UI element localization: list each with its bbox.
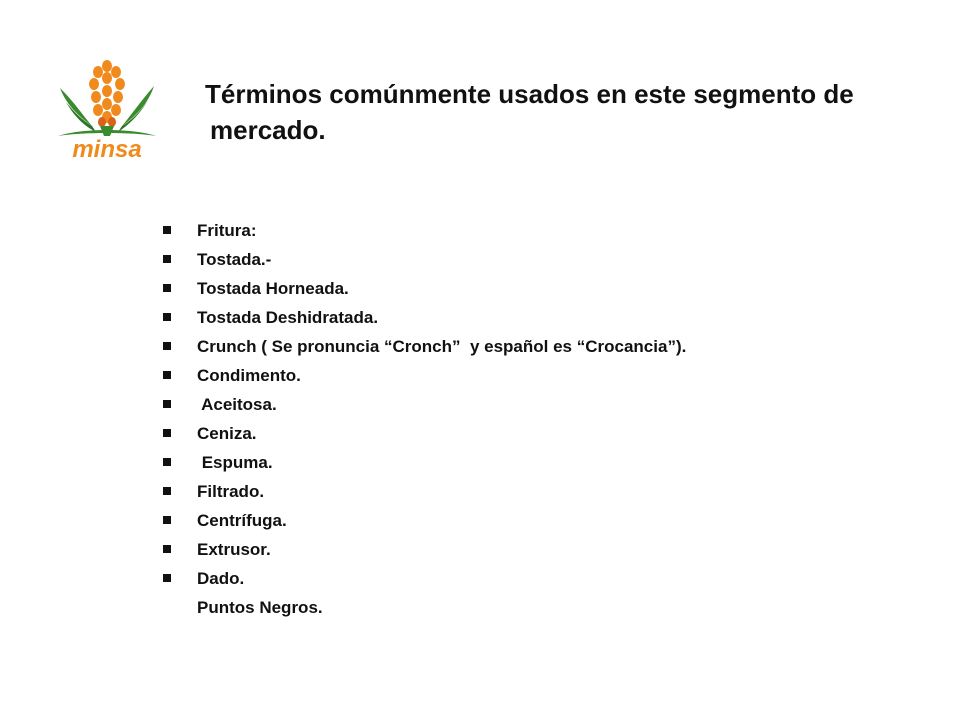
square-bullet-icon — [163, 545, 171, 553]
square-bullet-icon — [163, 342, 171, 350]
list-item-label: Ceniza. — [197, 424, 257, 443]
list-item-label: Dado. — [197, 569, 245, 588]
list-item-label: Tostada Deshidratada. — [197, 308, 379, 327]
square-bullet-icon — [163, 226, 171, 234]
list-item-label: Condimento. — [197, 366, 301, 385]
list-item-label: Tostada Horneada. — [197, 279, 349, 298]
list-item — [160, 303, 686, 332]
list-item — [160, 477, 686, 506]
list-item — [160, 216, 686, 245]
logo-wordmark: minsa — [72, 136, 142, 163]
list-item — [160, 448, 686, 477]
square-bullet-icon — [163, 400, 171, 408]
square-bullet-icon — [163, 487, 171, 495]
list-item-label: Puntos Negros. — [197, 598, 323, 617]
list-item-label: Extrusor. — [197, 540, 271, 559]
minsa-logo — [52, 56, 162, 164]
terms-list — [160, 216, 686, 622]
list-item-label: Centrífuga. — [197, 511, 287, 530]
list-item — [160, 593, 686, 622]
corn-cob-icon — [52, 56, 162, 164]
square-bullet-icon — [163, 458, 171, 466]
square-bullet-icon — [163, 284, 171, 292]
list-item — [160, 361, 686, 390]
square-bullet-icon — [163, 429, 171, 437]
list-item — [160, 390, 686, 419]
list-item — [160, 332, 686, 361]
title-line-1: Términos comúnmente usados en este segmento de — [205, 79, 854, 109]
square-bullet-icon — [163, 371, 171, 379]
list-item-label: Espuma. — [197, 453, 273, 472]
list-item-label: Tostada.- — [197, 250, 272, 269]
square-bullet-icon — [163, 574, 171, 582]
list-item — [160, 564, 686, 593]
list-item-label: Fritura: — [197, 221, 257, 240]
list-item-label: Aceitosa. — [197, 395, 277, 414]
title-line-2: mercado. — [210, 115, 326, 145]
list-item — [160, 245, 686, 274]
list-item-label: Crunch ( Se pronuncia “Cronch” y español es “Crocancia”). — [197, 337, 687, 356]
list-item — [160, 274, 686, 303]
list-item — [160, 419, 686, 448]
square-bullet-icon — [163, 255, 171, 263]
slide-title — [205, 76, 905, 148]
list-item — [160, 506, 686, 535]
square-bullet-icon — [163, 516, 171, 524]
list-item — [160, 535, 686, 564]
list-item-label: Filtrado. — [197, 482, 265, 501]
square-bullet-icon — [163, 313, 171, 321]
